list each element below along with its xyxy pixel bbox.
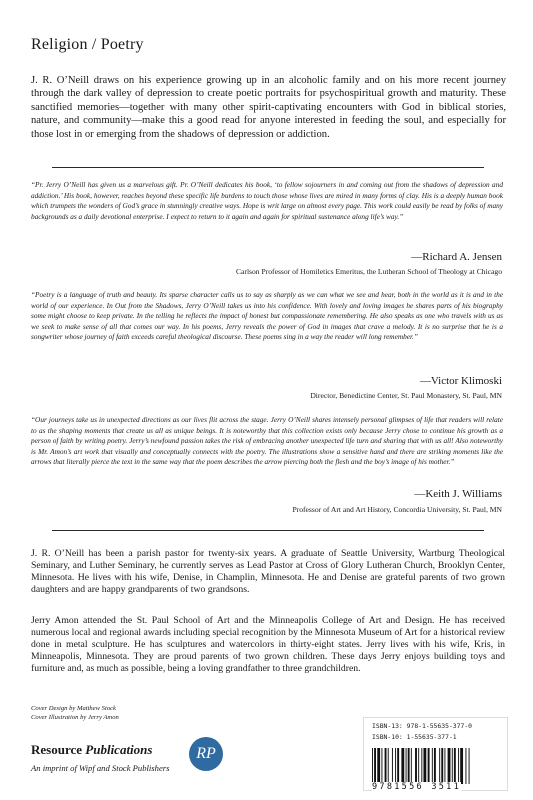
endorsement-quote-2: “Poetry is a language of truth and beauty. Its sparse character calls us to say as sharply as we can what we see and hear, both in the world as it is and in the world of our experience. In Out from the Shadows, Jerry O’Neill takes us into his confidence. With lovely and loving images he shares parts of his biography some might choose to keep private. In the telling he reflects the impact of honest but compassionate remembering. He also speaks as one who travels with us as we seek to make sense of all that comes our way. In his poems, Jerry reveals the power of God in images that crave a melody. It is no surprise that he is a songwriter whose journey of faith exceeds careful theological discourse. These poems sing in a way the reader will long remember.” [31,290,503,342]
barcode-bar [411,748,412,784]
barcode-bar [469,748,470,784]
barcode-bar [448,748,451,784]
publisher-logo [189,737,223,771]
barcode-bar [458,748,459,784]
barcode-bar [460,748,463,784]
isbn-10: ISBN-10: 1-55635-377-1 [372,733,457,741]
cover-design-credit: Cover Design by Matthew Stock [31,705,116,712]
isbn-13: ISBN-13: 978-1-55635-377-0 [372,722,473,730]
endorsement-author-2: —Victor Klimoski [419,375,502,387]
barcode-bar [439,748,440,784]
publisher-name-part2: Publications [85,742,153,757]
publisher-name-part1: Resource [31,742,83,757]
barcode-digits: 9781556 3511 [372,782,462,792]
barcode-bar [377,748,380,784]
barcode-bar [434,748,436,784]
publisher-imprint: An imprint of Wipf and Stock Publishers [31,763,170,773]
barcode-bar [421,748,422,784]
barcode-bar [397,748,399,784]
barcode-bar [415,748,417,784]
barcode-bar [406,748,407,784]
barcode-bar [432,748,433,784]
barcode-bar [395,748,396,784]
endorsement-author-1: —Richard A. Jensen [411,251,502,263]
illustrator-bio: Jerry Amon attended the St. Paul School of Art and the Minneapolis College of Art and Design. He has received numerous local and regional awards including special recognition by the Minnesota Museum of Art for a historical review done in metal sculpture. He has sculptures and watercolors in thirty-eight states. Jerry lives with his wife, Kris, in Minneapolis, Minnesota. They are proud parents of two grown children. These days Jerry enjoys building toys and furniture and, as much as possible, being a loving grandfather to three grandchildren. [31,615,505,675]
endorsement-title-1: Carlson Professor of Homiletics Emeritus, the Lutheran School of Theology at Chicago [235,267,502,276]
category-label: Religion / Poetry [31,36,144,53]
barcode-bar [454,748,456,784]
barcode-bar [408,748,410,784]
barcode-bar [441,748,443,784]
barcode-bar [388,748,389,784]
barcode-bar [385,748,387,784]
barcode-bar [381,748,382,784]
barcode-bar [428,748,430,784]
divider-top [52,167,484,168]
book-description: J. R. O’Neill draws on his experience growing up in an alcoholic family and on his more recent journey through the dark valley of depression to create poetic portraits for psychospiritual growth and maturity. These sanctified memories—together with many other spirit-captivating encounters with God in biblical stories, nature, and community—make this a good read for anyone interested in feeding the soul, and especially for those lost in or emerging from the shadows of depression or addiction. [31,75,506,140]
publisher-name [31,742,152,758]
endorsement-quote-1: “Pr. Jerry O’Neill has given us a marvelous gift. Pr. O’Neill dedicates his book, ‘to fellow sojourners in and coming out from the shadows of depression and addiction.’ His book, however, reaches beyond these specific life burdens to touch those whose lives are mired in many forms of clay. His is a deeply human book which trumpets the wonders of God’s grace in stunningly creative ways. Hope is writ large on almost every page. This work could easily be read by folks of many backgrounds as a daily devotional enterprise. I expect to return to it again and again for spiritual sustenance along life’s way.” [31,180,503,221]
endorsement-quote-3: “Our journeys take us in unexpected directions as our lives flit across the stage. Jerry O’Neill shares intensely personal glimpses of life that readers will relate to as the shaping moments that create us all as unique beings. It is noteworthy that this collection exists only because Jerry chose to continue his growth as a person of faith by writing poetry. Jerry’s newfound passion takes the risk of embracing another unexpected life turn and sharing that with us all! Also noteworthy is Mr. Amon’s art work that visually and conceptually connects with the poetry. The illustrations show a sensitive hand and there are striking moments like the arrows that literally pierce the text in the same way that the poem describes the arrow piercing both the flesh and the boy’s image of his mother.” [31,415,503,467]
barcode-bar [372,748,373,784]
divider-bottom [52,530,484,531]
barcode-bar [418,748,419,784]
barcode-bar [444,748,445,784]
barcode-bar [401,748,404,784]
barcode-bar [465,748,466,784]
barcode-bar [374,748,376,784]
author-bio: J. R. O’Neill has been a parish pastor for twenty-six years. A graduate of Seattle University, Wartburg Theological Seminary, and Luther Seminary, he currently serves as Lead Pastor at Cross of Glory Lutheran Church, Brooklyn Center, Minnesota. He lives with his wife, Denise, in Champlin, Minnesota. He and Denise are grateful parents of two grown daughters and are happy grandparents of two grandsons. [31,548,505,596]
barcode-bar [423,748,426,784]
barcode [372,748,500,786]
endorsement-author-3: —Keith J. Williams [414,488,502,500]
endorsement-title-3: Professor of Art and Art History, Concordia University, St. Paul, MN [292,505,502,514]
barcode-bar [452,748,453,784]
barcode-bar [392,748,393,784]
cover-illustration-credit: Cover Illustration by Jerry Amon [31,714,119,721]
publisher-logo-text: RP [196,745,216,762]
endorsement-title-2: Director, Benedictine Center, St. Paul Monastery, St. Paul, MN [310,391,502,400]
